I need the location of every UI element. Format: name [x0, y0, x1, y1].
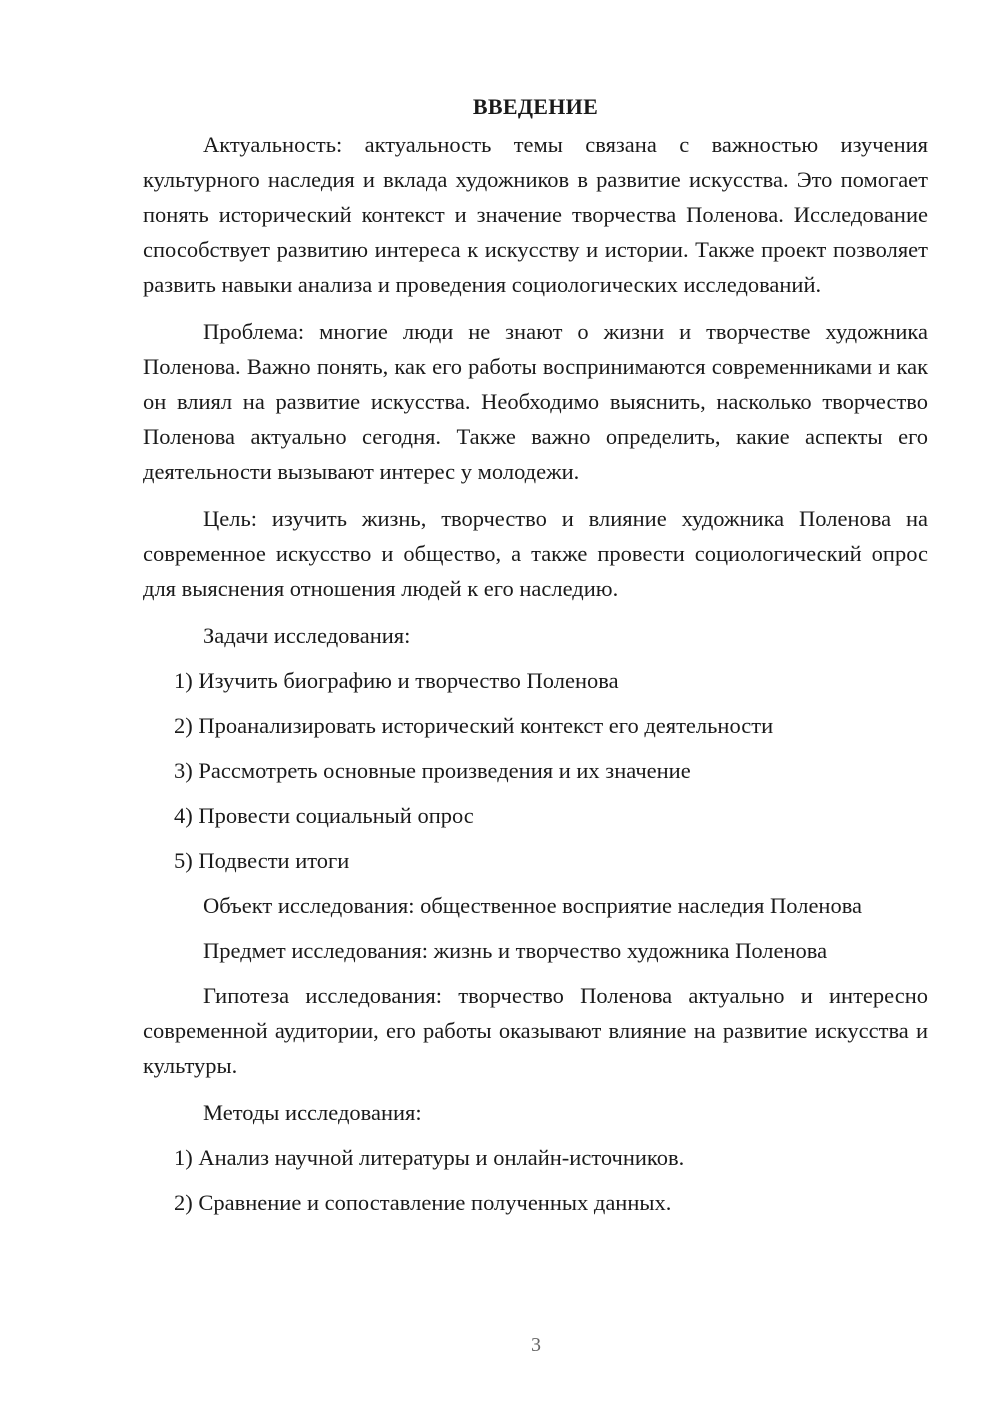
tasks-list: [143, 663, 928, 878]
tasks-heading: Задачи исследования:: [203, 623, 411, 648]
subject-line: Предмет исследования: жизнь и творчество художника Поленова: [203, 938, 828, 963]
goal-paragraph: Цель: изучить жизнь, творчество и влияние художника Поленова на современное искусство и общество, а также провести социологический опрос для выяснения отношения людей к его наследию.: [143, 506, 928, 601]
methods-list: [143, 1140, 928, 1220]
methods-heading: Методы исследования:: [203, 1100, 422, 1125]
page-number: 3: [531, 1334, 541, 1356]
list-item: 4) Провести социальный опрос: [174, 803, 474, 828]
document-page: [143, 92, 928, 1230]
list-item: 2) Проанализировать исторический контекст его деятельности: [174, 713, 774, 738]
list-item: 1) Изучить биографию и творчество Поленова: [174, 668, 619, 693]
list-item: 5) Подвести итоги: [174, 848, 350, 873]
problem-paragraph: Проблема: многие люди не знают о жизни и творчестве художника Поленова. Важно понять, как его работы воспринимаются современниками и как он влиял на развитие искусства. Необходимо выяснить, насколько творчество Поленова актуально сегодня. Также важно определить, какие аспекты его деятельности вызывают интерес у молодежи.: [143, 319, 928, 484]
list-item: 2) Сравнение и сопоставление полученных данных.: [174, 1190, 672, 1215]
list-item: 1) Анализ научной литературы и онлайн-источников.: [174, 1145, 685, 1170]
list-item: 3) Рассмотреть основные произведения и их значение: [174, 758, 691, 783]
hypothesis-paragraph: Гипотеза исследования: творчество Поленова актуально и интересно современной аудитории, его работы оказывают влияние на развитие искусства и культуры.: [143, 983, 928, 1078]
object-line: Объект исследования: общественное восприятие наследия Поленова: [203, 893, 863, 918]
section-title: ВВЕДЕНИЕ: [472, 94, 599, 119]
relevance-paragraph: Актуальность: актуальность темы связана с важностью изучения культурного наследия и вклада художников в развитие искусства. Это помогает понять исторический контекст и значение творчества Поленова. Исследование способствует развитию интереса к искусству и истории. Также проект позволяет развить навыки анализа и проведения социологических исследований.: [143, 132, 928, 297]
